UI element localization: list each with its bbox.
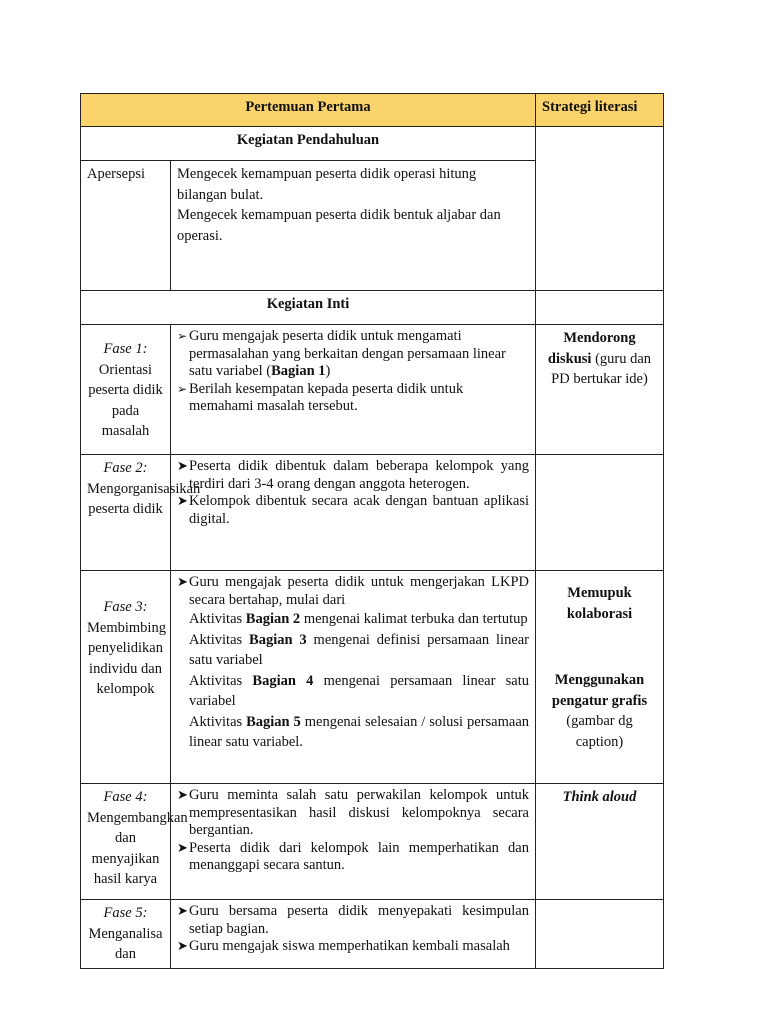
fase4-label — [81, 784, 188, 900]
inti-strategy-cell — [536, 291, 664, 325]
fase3-list — [177, 574, 529, 609]
header-row — [81, 94, 664, 127]
fase2-strategy-cell — [536, 455, 664, 571]
fase4-name: Mengembangkan dan menyajikan hasil karya — [87, 809, 188, 887]
fase3-strategy-2: Menggunakan pengatur grafis — [551, 672, 648, 709]
activity-label: Aktivitas — [189, 672, 243, 689]
lesson-plan-table — [80, 93, 664, 969]
fase3-row — [81, 571, 664, 784]
list-item: ➤ Peserta didik dibentuk dalam beberapa kelompok yang terdiri dari 3-4 orang dengan anggota heterogen. — [177, 458, 529, 493]
list-item: ➤ Guru mengajak siswa memperhatikan kembali masalah — [177, 938, 529, 956]
fase3-strategy — [536, 571, 664, 784]
fase4-strategy — [536, 784, 664, 900]
fase3-activity-4 — [177, 671, 529, 712]
activity-part: Bagian 2 — [245, 611, 301, 627]
list-item: ➤ Guru mengajak peserta didik untuk mengerjakan LKPD secara bertahap, mulai dari — [177, 574, 529, 609]
fase1-content — [171, 325, 536, 455]
fase1-row — [81, 325, 664, 455]
fase1-label — [81, 325, 171, 455]
activity-part: Bagian 4 — [252, 672, 314, 689]
pendahuluan-title-row — [81, 127, 664, 161]
fase2-list — [177, 458, 529, 528]
fase5-title: Fase 5: — [103, 905, 148, 921]
fase4-content — [171, 784, 536, 900]
fase4-list — [177, 787, 529, 875]
fase2-content — [171, 455, 536, 571]
list-item: ➤ Guru meminta salah satu perwakilan kelompok untuk mempresentasikan hasil diskusi kelompoknya secara bergantian. — [177, 787, 529, 840]
list-item: ➤ Peserta didik dari kelompok lain memperhatikan dan menanggapi secara santun. — [177, 840, 529, 875]
activity-part: Bagian 5 — [246, 713, 301, 730]
header-meeting: Pertemuan Pertama — [81, 94, 536, 127]
fase5-list — [177, 903, 529, 956]
fase1-item1-bold: Bagian 1 — [271, 363, 326, 379]
fase1-title: Fase 1: — [103, 341, 148, 357]
fase3-strategy-1: Memupuk kolaborasi — [566, 585, 633, 622]
list-item: ➤ Guru bersama peserta didik menyepakati kesimpulan setiap bagian. — [177, 903, 529, 938]
apersepsi-line-1: Mengecek kemampuan peserta didik operasi hitung bilangan bulat. — [177, 166, 477, 203]
activity-text: mengenai selesaian / solusi persamaan linear satu variabel. — [189, 713, 530, 750]
fase4-row — [81, 784, 664, 900]
pendahuluan-strategy-cell — [536, 127, 664, 291]
list-item: ➢ Berilah kesempatan kepada peserta didik untuk memahami masalah tersebut. — [177, 381, 529, 416]
fase2-row — [81, 455, 664, 571]
fase2-title: Fase 2: — [103, 460, 148, 476]
fase3-name: Membimbing penyelidikan individu dan kelompok — [87, 619, 166, 697]
fase5-row — [81, 900, 664, 969]
apersepsi-label: Apersepsi — [81, 161, 171, 291]
fase1-item1-text: Guru mengajak peserta didik untuk mengamati permasalahan yang berkaitan dengan persamaan linear satu variabel ( — [189, 328, 506, 379]
activity-part: Bagian 3 — [249, 631, 307, 648]
fase3-activity-2 — [177, 609, 529, 630]
fase3-label — [81, 571, 171, 784]
list-item — [177, 328, 529, 381]
fase5-label — [81, 900, 171, 969]
fase2-name: Mengorganisasikan peserta didik — [87, 480, 201, 517]
fase1-list — [177, 328, 529, 416]
strategy-spacer — [542, 624, 657, 670]
activity-text: mengenai persamaan linear satu variabel — [189, 672, 530, 709]
apersepsi-line-2: Mengecek kemampuan peserta didik bentuk aljabar dan operasi. — [177, 207, 501, 244]
activity-text: mengenai kalimat terbuka dan tertutup — [300, 611, 528, 627]
fase3-title: Fase 3: — [103, 599, 148, 615]
fase1-item1-end: ) — [325, 363, 331, 379]
activity-text: mengenai definisi persamaan linear satu variabel — [189, 631, 530, 668]
fase1-strategy-bold: Mendorong diskusi — [547, 330, 636, 367]
apersepsi-content — [171, 161, 536, 291]
fase5-strategy-cell — [536, 900, 664, 969]
fase2-label — [81, 455, 201, 571]
list-item: ➤ Kelompok dibentuk secara acak dengan bantuan aplikasi digital. — [177, 493, 529, 528]
fase1-strategy — [536, 325, 664, 455]
pendahuluan-title: Kegiatan Pendahuluan — [81, 127, 536, 161]
header-strategy: Strategi literasi — [536, 94, 664, 127]
fase3-activity-3 — [177, 630, 529, 671]
activity-label: Aktivitas — [189, 611, 243, 627]
fase1-strategy-rest: (guru dan PD bertukar ide) — [551, 350, 652, 387]
fase5-name: Menganalisa dan — [88, 925, 163, 962]
fase4-title: Fase 4: — [103, 789, 148, 805]
fase1-name: Orientasi peserta didik pada masalah — [88, 361, 163, 439]
fase3-content — [171, 571, 536, 784]
activity-label: Aktivitas — [189, 713, 243, 730]
activity-label: Aktivitas — [189, 631, 243, 648]
inti-title: Kegiatan Inti — [81, 291, 536, 325]
fase3-strategy-2-note: (gambar dg caption) — [566, 713, 633, 750]
inti-title-row — [81, 291, 664, 325]
fase5-content — [171, 900, 536, 969]
fase4-strategy-text: Think aloud — [562, 789, 637, 805]
fase3-activity-5 — [177, 712, 529, 753]
